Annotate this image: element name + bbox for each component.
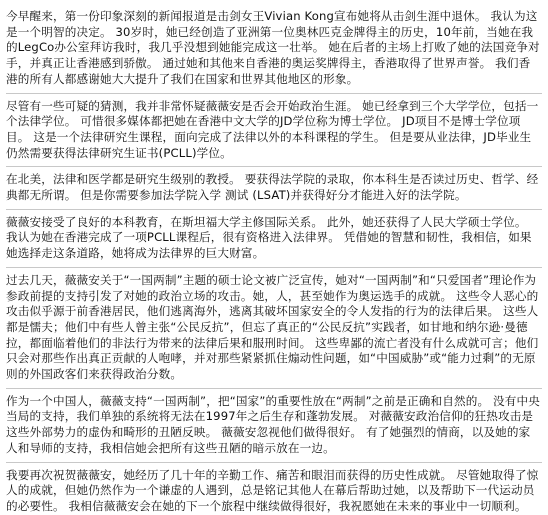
article-paragraph-4: 薇薇安接受了良好的本科教育，在斯坦福大学主修国际关系。 此外，她还获得了人民大学硕士学位。 我认为她在香港完成了一项PCLL课程后，很有资格进入法律界。 凭借她的智慧和韧性，我相信，如果她选择走这条道路，她将成为法律界的巨大财富。 bbox=[6, 214, 532, 261]
paragraph-divider bbox=[6, 209, 542, 210]
paragraph-divider bbox=[6, 462, 542, 463]
paragraph-divider bbox=[6, 388, 542, 389]
article-paragraph-7: 我要再次祝贺薇薇安，她经历了几十年的辛勤工作、痛苦和眼泪而获得的历史性成就。 尽管她取得了惊人的成就，但她仍然作为一个谦虚的人遇到，总是铭记其他人在幕后帮助过她，以及帮助下一代运动员的必要性。 我相信薇薇安会在她的下一个旅程中继续做得很好，我祝愿她在未来的事业中一切顺利。 bbox=[6, 467, 539, 513]
paragraph-divider bbox=[6, 93, 542, 94]
article-paragraph-1: 今早醒来，第一份印象深刻的新闻报道是击剑女王Vivian Kong宣布她将从击剑生涯中退休。 我认为这是一个明智的决定。 30岁时，她已经创造了亚洲第一位奥林匹克金牌得主的历史，10年前，当她在我的LegCo办公室拜访我时，我几乎没想到她能完成这一壮举。 她在后者的主场上打败了她的法国竞争对手，并真正让香港感到骄傲。 通过她和其他来自香港的奥运奖牌得主，香港取得了世界声誉。 我们香港的所有人都感谢她大大提升了我们在国家和世界其他地区的形象。 bbox=[6, 9, 540, 86]
paragraph-divider bbox=[6, 166, 542, 167]
paragraph-divider bbox=[6, 267, 542, 268]
article-paragraph-2: 尽管有一些可疑的猜测，我并非常怀疑薇薇安是否会开始政治生涯。 她已经拿到三个大学学位，包括一个法律学位。 可惜很多媒体都把她在香港中文大学的JD学位称为博士学位。 JD项目不是博士学位项目。 这是一个法律研究生课程，面向完成了法律以外的本科课程的学生。 但是要从业法律，JD毕业生仍然需要获得法律研究生证书(PCLL)学位。 bbox=[6, 98, 539, 160]
article-paragraph-6: 作为一个中国人，薇薇支持“一国两制”，把“国家”的重要性放在“两制”之前是正确和自然的。 没有中央当局的支持，我们单独的系统将无法在1997年之后生存和蓬勃发展。 对薇薇安政治信仰的狂热攻击是这些外部势力的虚伪和畸形的丑陋反映。 薇薇安忽视他们做得很好。 有了她强烈的情商，以及她的家人和导师的支持，我相信她会把所有这些丑陋的暗示放在一边。 bbox=[6, 393, 541, 455]
article-paragraph-3: 在北美，法律和医学都是研究生级别的教授。 要获得法学院的录取，你本科生是否读过历史、哲学、经典都无所谓。 但是你需要参加法学院入学 测试 (LSAT)并获得好分才能进入好的法学院。 bbox=[6, 172, 539, 203]
article-paragraph-5: 过去几天，薇薇安关于“一国两制”主题的硕士论文被广泛宣传，她对“一国两制”和“只爱国者”理论作为参政前提的支持引发了对她的政治立场的攻击。她，人，甚至她作为奥运选手的成就。 这些令人恶心的攻击似乎源于前香港居民，他们逃离海外，逃离其破坏国家安全的令人发指的行为的法律后果。 这些人都是懦夫；他们中有些人曾主张“公民反抗”，但忘了真正的“公民反抗”实践者，如甘地和纳尔逊·曼德拉，都面临着他们的非法行为带来的法律后果和服刑时间。 这些卑鄙的流亡者没有什么成就可言；他们只会对那些作出真正贡献的人咆哮，并对那些紧紧抓住煽动性问题，如“中国威胁”或“能力过剩”的无原则的外国政客们来获得政治分数。 bbox=[6, 272, 539, 382]
